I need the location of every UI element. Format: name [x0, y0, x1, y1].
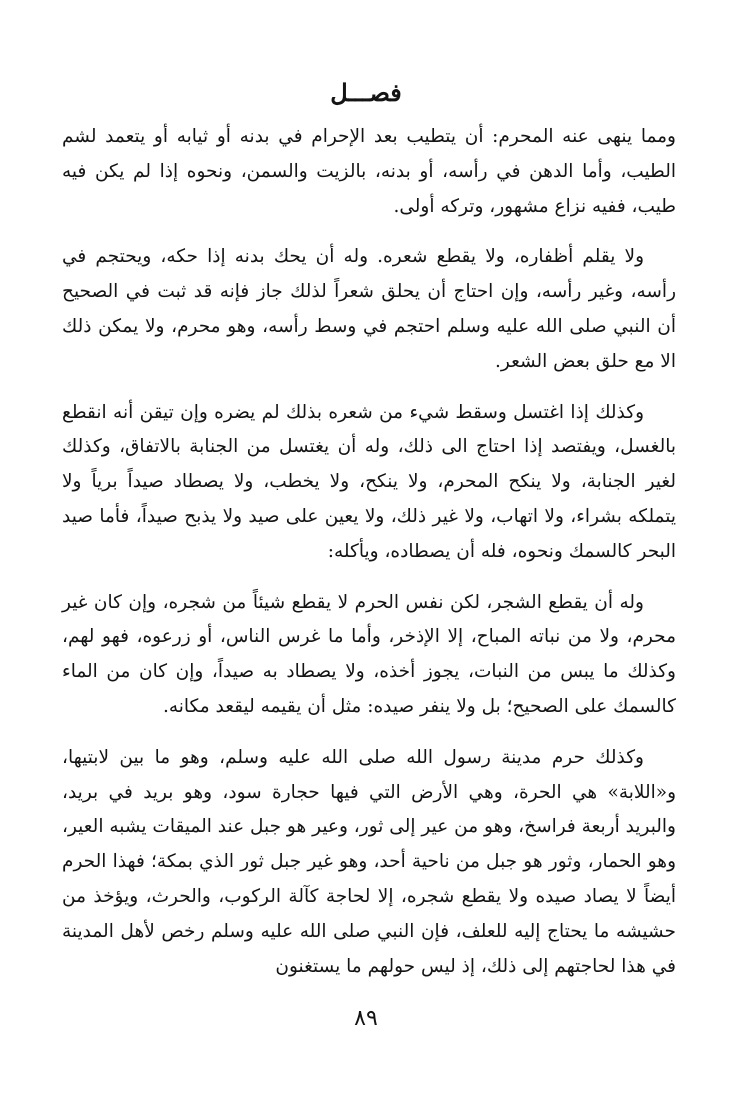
paragraph-4: وله أن يقطع الشجر، لكن نفس الحرم لا يقطع شيئاً من شجره، وإن كان غير محرم، ولا من نباته المباح، إلا الإذخر، وأما ما غرس الناس، أو زرعوه، فهو لهم، وكذلك ما يبس من النبات، يجوز أخذه، ولا يصطاد به صيداً، وإن كان من الماء كالسمك على الصحيح؛ بل ولا ينفر صيده: مثل أن يقيمه ليقعد مكانه.	[62, 591, 676, 717]
paragraph-2: ولا يقلم أظفاره، ولا يقطع شعره. وله أن يحك بدنه إذا حكه، ويحتجم في رأسه، وغير رأسه، وإن احتاج أن يحلق شعراً لذلك جاز فإنه قد ثبت في الصحيح أن النبي صلى الله عليه وسلم احتجم في وسط رأسه، وهو محرم، ولا يمكن ذلك الا مع حلق بعض الشعر.	[62, 246, 676, 372]
page-number: ٨٩	[354, 1006, 378, 1031]
paragraph-1: ومما ينهى عنه المحرم: أن يتطيب بعد الإحرام في بدنه أو ثيابه أو يتعمد لشم الطيب، وأما الدهن في رأسه، أو بدنه، بالزيت والسمن، ونحوه إذا لم يكن فيه طيب، ففيه نزاع مشهور، وتركه أولى.	[62, 126, 676, 217]
paragraph-5: وكذلك حرم مدينة رسول الله صلى الله عليه وسلم، وهو ما بين لابتيها، و«اللابة» هي الحرة، وهي الأرض التي فيها حجارة سود، وهو بريد في بريد، والبريد أربعة فراسخ، وهو من عير إلى ثور، وعير هو جبل عند الميقات يشبه العير، وهو الحمار، وثور هو جبل من ناحية أحد، وهو غير جبل ثور الذي بمكة؛ فهذا الحرم أيضاً لا يصاد صيده ولا يقطع شجره، إلا لحاجة كآلة الركوب، والحرث، ويؤخذ من حشيشه ما يحتاج إليه للعلف، فإن النبي صلى الله عليه وسلم رخص لأهل المدينة في هذا لحاجتهم إلى ذلك، إذ ليس حولهم ما يستغنون	[62, 746, 676, 977]
body-text	[62, 120, 676, 1000]
paragraph-3: وكذلك إذا اغتسل وسقط شيء من شعره بذلك لم يضره وإن تيقن أنه انقطع بالغسل، ويفتصد إذا احتاج الى ذلك، وله أن يغتسل من الجنابة بالاتفاق، وكذلك لغير الجنابة، ولا ينكح المحرم، ولا ينكح، ولا يخطب، ولا يصطاد صيداً برياً ولا يتملكه بشراء، ولا اتهاب، ولا غير ذلك، ولا يعين على صيد ولا يذبح صيداً، فأما صيد البحر كالسمك ونحوه، فله أن يصطاده، ويأكله:	[62, 401, 676, 562]
section-heading: فصـــل	[330, 78, 402, 107]
